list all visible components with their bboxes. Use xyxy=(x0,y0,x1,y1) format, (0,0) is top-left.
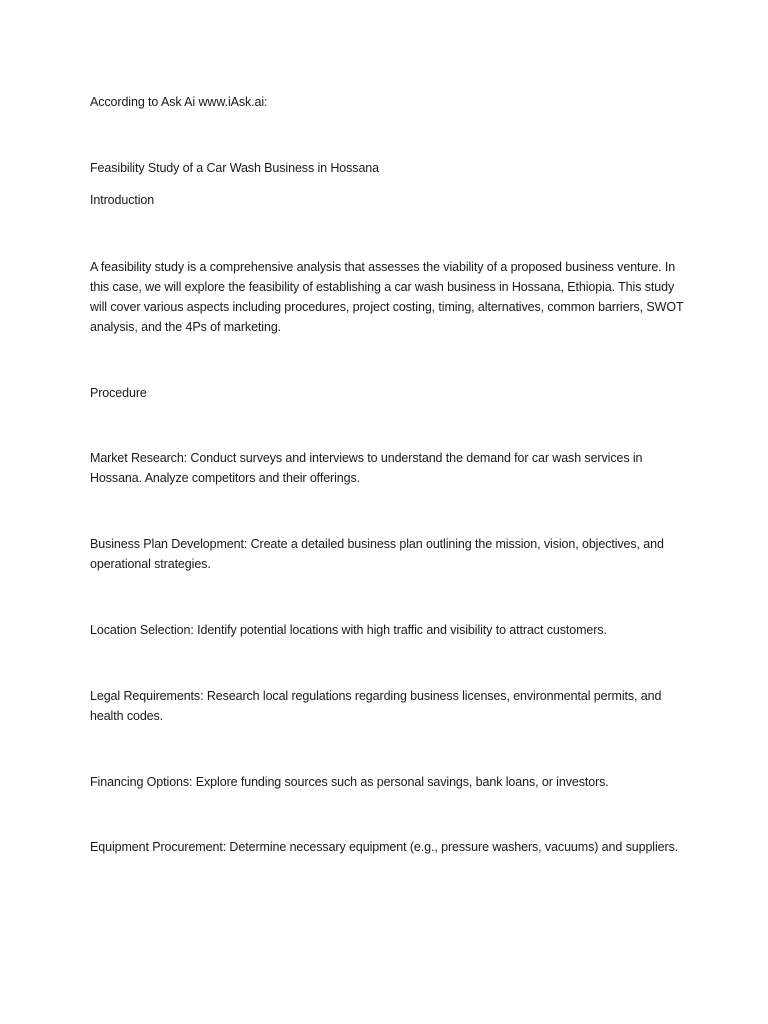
source-line: According to Ask Ai www.iAsk.ai: xyxy=(90,95,268,109)
document-title: Feasibility Study of a Car Wash Business in Hossana xyxy=(90,161,380,175)
procedure-item-location-selection: Location Selection: Identify potential locations with high traffic and visibility to attract customers. xyxy=(90,623,607,637)
procedure-heading: Procedure xyxy=(90,386,147,400)
introduction-heading: Introduction xyxy=(90,193,155,207)
introduction-paragraph: A feasibility study is a comprehensive analysis that assesses the viability of a proposed business venture. In this case, we will explore the feasibility of establishing a car wash business in Hossana, Ethiopia. This study will cover various aspects including procedures, project costing, timing, alternatives, common barriers, SWOT analysis, and the 4Ps of marketing. xyxy=(90,260,684,334)
procedure-item-equipment-procurement: Equipment Procurement: Determine necessary equipment (e.g., pressure washers, vacuums) and suppliers. xyxy=(90,840,679,854)
procedure-item-financing-options: Financing Options: Explore funding sources such as personal savings, bank loans, or investors. xyxy=(90,775,609,789)
procedure-item-market-research: Market Research: Conduct surveys and interviews to understand the demand for car wash services in Hossana. Analyze competitors and their offerings. xyxy=(90,451,643,485)
procedure-item-legal-requirements: Legal Requirements: Research local regulations regarding business licenses, environmental permits, and health codes. xyxy=(90,689,662,723)
procedure-item-business-plan: Business Plan Development: Create a detailed business plan outlining the mission, vision, objectives, and operational strategies. xyxy=(90,537,664,571)
